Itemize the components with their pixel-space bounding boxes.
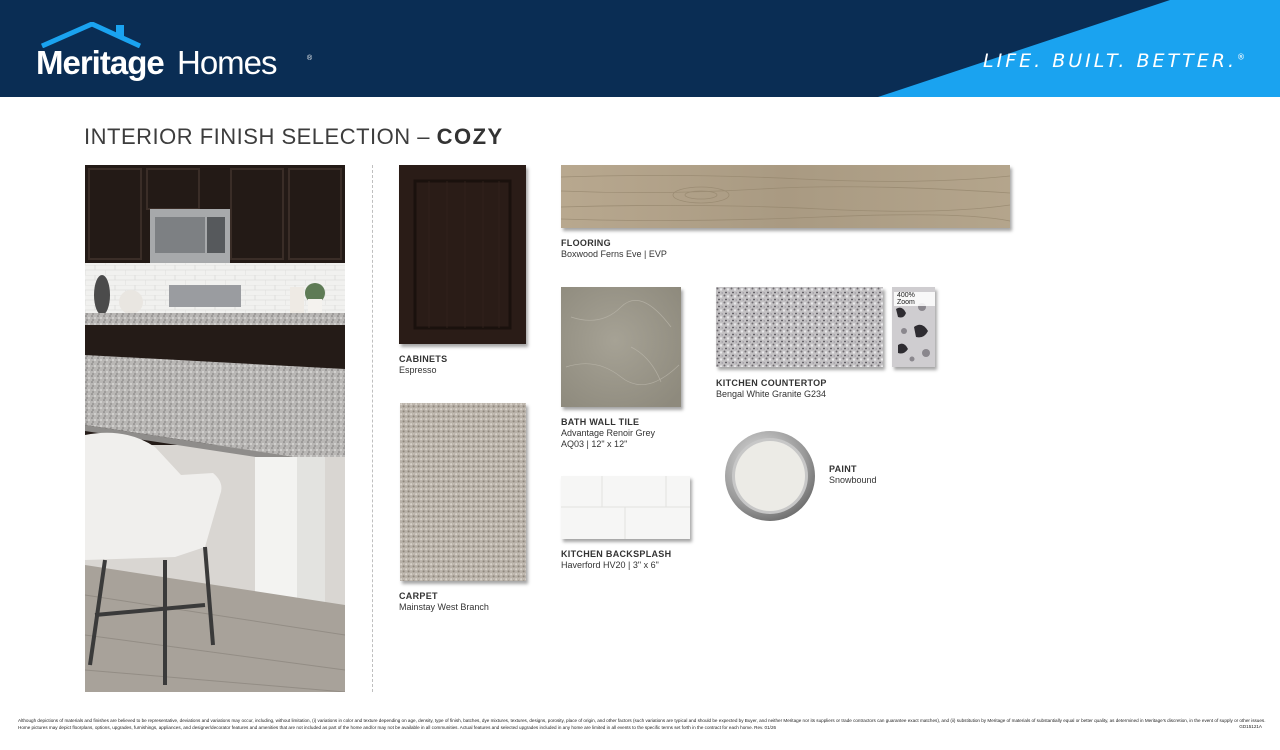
logo-word-meritage: Meritage: [36, 44, 164, 81]
kitchen-countertop-label: [716, 378, 827, 400]
bath-wall-tile-value-1: Advantage Renoir Grey: [561, 428, 656, 438]
kitchen-backsplash-swatch[interactable]: [561, 476, 690, 539]
logo-word-homes: Homes: [177, 44, 277, 81]
tagline: [983, 50, 1248, 72]
cabinets-value: Espresso: [399, 365, 437, 375]
document-code: GD15121A: [1239, 724, 1262, 729]
meritage-homes-logo[interactable]: [36, 22, 313, 82]
section-divider: [372, 165, 373, 692]
logo-trademark: ®: [307, 55, 313, 62]
bath-wall-tile-label: [561, 417, 655, 450]
site-header: [0, 0, 1280, 97]
zoom-tag: 400% Zoom: [894, 292, 935, 306]
carpet-swatch[interactable]: [400, 403, 526, 581]
paint-value: Snowbound: [829, 475, 877, 485]
bath-wall-tile-title: BATH WALL TILE: [561, 417, 640, 427]
carpet-value: Mainstay West Branch: [399, 602, 489, 612]
kitchen-backsplash-value: Haverford HV20 | 3" x 6": [561, 560, 659, 570]
paint-can-swatch[interactable]: [722, 428, 818, 524]
kitchen-room-photo: [85, 165, 345, 692]
flooring-value: Boxwood Ferns Eve | EVP: [561, 249, 667, 259]
flooring-label: [561, 238, 667, 260]
kitchen-countertop-title: KITCHEN COUNTERTOP: [716, 378, 827, 388]
collection-name: COZY: [436, 124, 504, 149]
flooring-title: FLOORING: [561, 238, 611, 248]
kitchen-backsplash-label: [561, 549, 671, 571]
bath-wall-tile-swatch[interactable]: [561, 287, 681, 407]
legal-disclaimer: [18, 718, 1268, 731]
countertop-zoom-swatch[interactable]: [892, 287, 935, 367]
tagline-mark: ®: [1237, 52, 1248, 62]
cabinets-title: CABINETS: [399, 354, 448, 364]
title-prefix: INTERIOR FINISH SELECTION –: [84, 124, 437, 149]
flooring-swatch[interactable]: [561, 165, 1010, 228]
kitchen-countertop-value: Bengal White Granite G234: [716, 389, 827, 399]
paint-title: PAINT: [829, 464, 857, 474]
carpet-title: CARPET: [399, 591, 438, 601]
cabinets-swatch[interactable]: [399, 165, 526, 344]
disclaimer-text: Although depictions of materials and finishes are believed to be representative, deviations and variations may occur, including, without limitation, (i) variations in color and texture depending on age, density, type of finish, batches, dye mixtures, textures, designs, porosity, place of origin, and other factors (such variations are typical and should be expected by Buyer, and neither Meritage nor its suppliers or trade contractors can guarantee exact matches), and (ii) substitution by Meritage of materials of substantially equal or better quality, as determined in Meritage's discretion, in the event of supply or other issues. Home pictures may depict floorplans, options, upgrades, furnishings, appliances, and designer/decorator features and amenities that are not included as part of the home and/or may not be available in all communities. Actual features and selected upgrades included in any home are limited in all events to the specific terms set forth in the contract for each home. Rev. 01/26: [18, 718, 1266, 730]
carpet-label: [399, 591, 489, 613]
page-title: [84, 124, 504, 150]
tagline-text: LIFE. BUILT. BETTER.: [983, 50, 1237, 72]
paint-label: [829, 464, 877, 486]
bath-wall-tile-value-2: AQ03 | 12" x 12": [561, 439, 628, 449]
kitchen-backsplash-title: KITCHEN BACKSPLASH: [561, 549, 672, 559]
kitchen-countertop-swatch[interactable]: [716, 287, 883, 367]
cabinets-label: [399, 354, 447, 376]
